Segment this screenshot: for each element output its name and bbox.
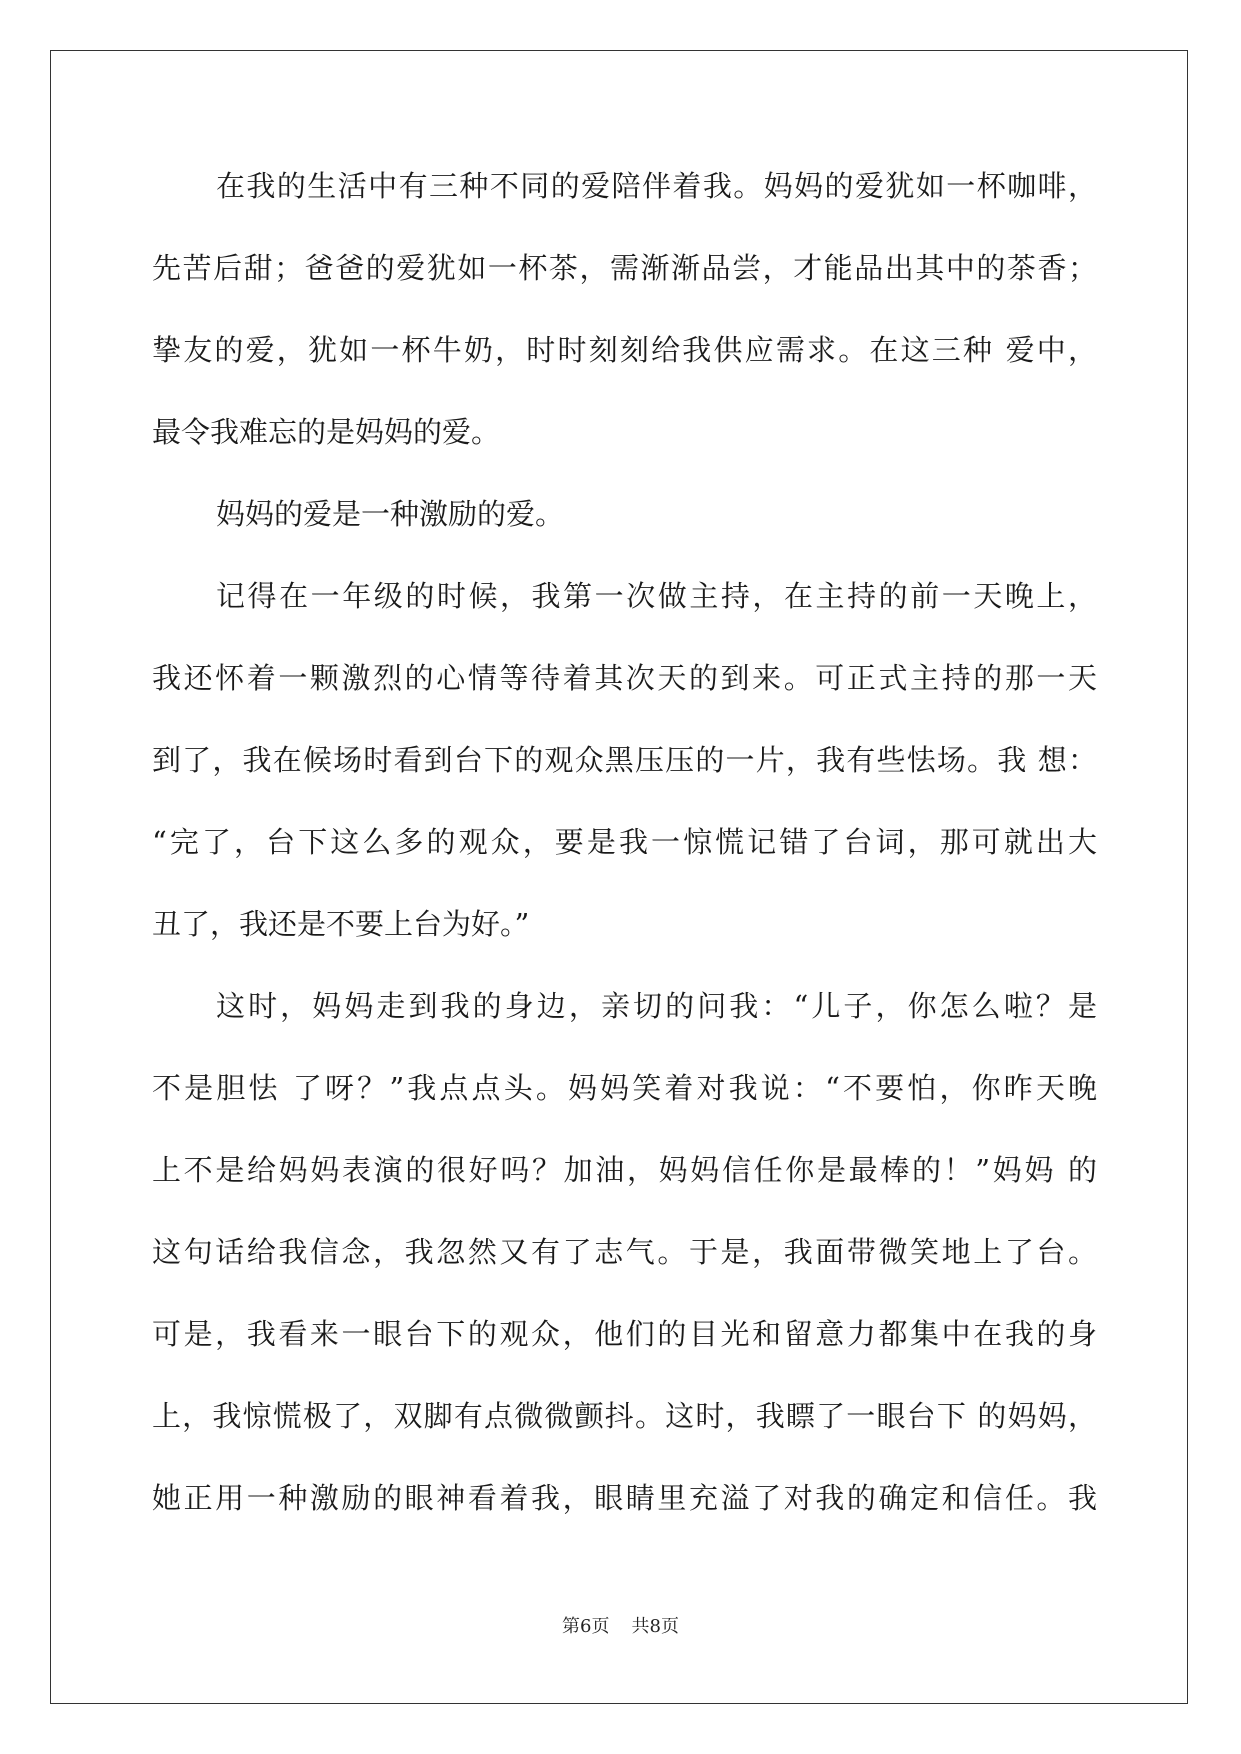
text-line: 先苦后甜；爸爸的爱犹如一杯茶，需渐渐品尝，才能品出其中的茶香； — [152, 251, 1097, 285]
text-line: “完了，台下这么多的观众，要是我一惊慌记错了台词，那可就出大 — [152, 825, 1097, 859]
text-line: 她正用一种激励的眼神看着我，眼睛里充溢了对我的确定和信任。我 — [152, 1481, 1097, 1515]
document-body — [152, 160, 1097, 1554]
text-line: 丑了，我还是不要上台为好。” — [152, 907, 530, 941]
text-line: 记得在一年级的时候，我第一次做主持，在主持的前一天晚上， — [216, 579, 1097, 613]
text-line: 上不是给妈妈表演的很好吗？加油，妈妈信任你是最棒的！”妈妈 的 — [152, 1153, 1097, 1187]
page-number: 第6页 — [562, 1616, 610, 1637]
text-line: 在我的生活中有三种不同的爱陪伴着我。妈妈的爱犹如一杯咖啡， — [216, 169, 1097, 203]
text-line: 挚友的爱，犹如一杯牛奶，时时刻刻给我供应需求。在这三种 爱中， — [152, 333, 1097, 367]
text-line: 不是胆怯 了呀？”我点点头。妈妈笑着对我说：“不要怕，你昨天晚 — [152, 1071, 1097, 1105]
text-line: 上，我惊慌极了，双脚有点微微颤抖。这时，我瞟了一眼台下 的妈妈， — [152, 1399, 1097, 1433]
text-line: 最令我难忘的是妈妈的爱。 — [152, 415, 501, 449]
text-line: 这句话给我信念，我忽然又有了志气。于是，我面带微笑地上了台。 — [152, 1235, 1097, 1269]
text-line: 可是，我看来一眼台下的观众，他们的目光和留意力都集中在我的身 — [152, 1317, 1097, 1351]
text-line: 妈妈的爱是一种激励的爱。 — [216, 497, 565, 531]
page-total: 共8页 — [631, 1616, 679, 1637]
page-footer — [0, 1612, 1241, 1638]
text-line: 到了，我在候场时看到台下的观众黑压压的一片，我有些怯场。我 想： — [152, 743, 1097, 777]
text-line: 我还怀着一颗激烈的心情等待着其次天的到来。可正式主持的那一天 — [152, 661, 1097, 695]
text-line: 这时，妈妈走到我的身边，亲切的问我：“儿子，你怎么啦？是 — [216, 989, 1097, 1023]
